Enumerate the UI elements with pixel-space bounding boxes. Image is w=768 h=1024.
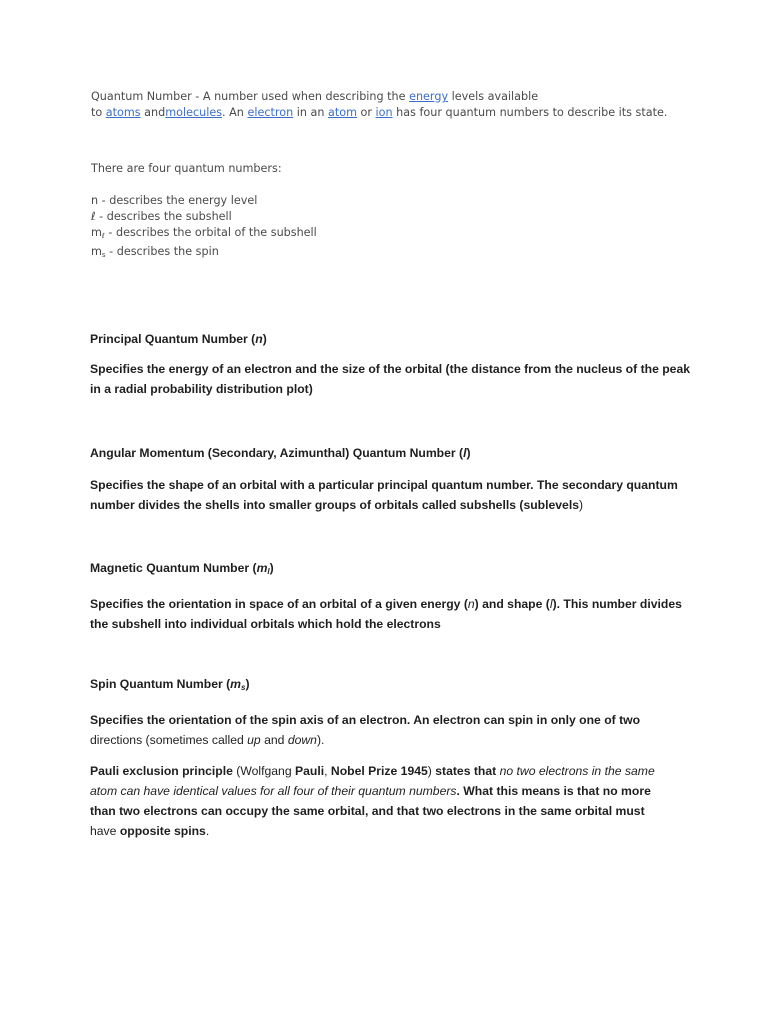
text-line: in a radial probability distribution plot) [90,382,313,396]
pauli-principle-paragraph [90,761,690,841]
text-run: up [247,733,261,747]
text-line: Specifies the shape of an orbital with a particular principal quantum number. The secondary quantum [90,478,678,492]
intro-text: to [91,106,106,119]
description: - describes the energy level [98,194,258,207]
text-run: . [205,824,210,838]
intro-paragraph [91,89,731,121]
intro-text: and [140,106,166,119]
spin-section [90,674,690,841]
text-run: . What this means is that no more [456,784,651,798]
magnetic-description [90,594,690,634]
link-electron[interactable]: electron [247,106,294,119]
symbol: m [91,226,102,239]
text-line: Specifies the orientation of the spin axis of an electron. An electron can spin in only one of two [90,713,641,727]
heading-text: ) [262,332,267,346]
link-atom[interactable]: atom [327,106,357,119]
description: - describes the orbital of the subshell [104,226,317,239]
description: - describes the subshell [95,210,232,223]
heading-text: ) [269,561,274,575]
heading-text: Magnetic Quantum Number ( [90,561,257,575]
principal-heading [90,329,690,349]
text-run: Nobel Prize 1945 [330,764,428,778]
symbol: n [91,194,99,207]
subscript: l [267,567,270,576]
link-atoms[interactable]: atoms [105,106,141,119]
magnetic-section [90,558,690,634]
angular-description [90,475,690,515]
description: - describes the spin [105,245,219,258]
text-run: have [90,824,120,838]
magnetic-heading [90,558,690,582]
text-run: ). [316,733,325,747]
spin-heading [90,674,690,698]
text-run: l [549,597,553,611]
quantum-numbers-lead: There are four quantum numbers: [91,162,282,175]
text-line [90,761,690,781]
text-run: , [324,764,331,778]
heading-symbol: l [463,446,467,460]
symbol: m [91,245,102,258]
intro-text: has four quantum numbers to describe its state. [392,106,668,119]
symbol: m [256,561,268,575]
text-run: atom can have identical values for all four of their quantum numbers [90,784,457,798]
text-run: n [467,597,475,611]
angular-section [90,443,690,515]
list-item [91,209,317,225]
text-run: directions (sometimes called [90,733,248,747]
symbol: m [230,677,241,691]
text-line: than two electrons can occupy the same orbital, and that two electrons in the same orbital must [90,804,645,818]
text-run: Pauli [295,764,325,778]
intro-text: or [356,106,376,119]
text-line: the subshell into individual orbitals which hold the electrons [90,617,441,631]
quantum-numbers-list [91,193,317,263]
heading-text: Angular Momentum (Secondary, Azimunthal) Quantum Number ( [90,446,464,460]
subscript: s [101,251,106,259]
text-run: number divides the shells into smaller groups of orbitals called subshells ( [90,498,524,512]
intro-text: . An [222,106,248,119]
heading-text: Principal Quantum Number ( [90,332,256,346]
intro-text: in an [293,106,328,119]
subscript: s [241,683,246,692]
text-line [90,781,690,801]
subscript: ℓ [101,232,105,240]
text-run: (Wolfgang [232,764,296,778]
list-item [91,244,317,263]
symbol: ℓ [91,210,96,223]
text-run: states that [435,764,500,778]
intro-line-1 [91,89,731,105]
text-run: and [260,733,288,747]
heading-text: ) [245,677,250,691]
text-run: no two electrons in the same [499,764,655,778]
intro-text: levels available [448,90,539,103]
list-item [91,193,317,209]
text-run: ) and shape ( [474,597,550,611]
text-run: opposite spins [119,824,206,838]
text-run: sublevels [523,498,579,512]
link-molecules[interactable]: molecules [165,106,223,119]
principal-section [90,329,690,399]
heading-symbol [230,677,245,691]
text-run: ) [427,764,436,778]
text-run: Pauli exclusion principle [90,764,233,778]
list-item [91,225,317,244]
text-run: ). This number divides [552,597,682,611]
heading-symbol: n [255,332,263,346]
link-ion[interactable]: ion [375,106,393,119]
spin-description [90,710,690,750]
heading-text: ) [466,446,471,460]
heading-text: Spin Quantum Number ( [90,677,231,691]
intro-text: Quantum Number - A number used when describing the [91,90,410,103]
text-run: down [287,733,317,747]
text-line [90,594,690,614]
heading-symbol [257,561,270,575]
angular-heading [90,443,690,463]
text-run: ) [579,498,584,512]
text-line [90,495,690,515]
text-line [90,730,690,750]
text-line: Specifies the energy of an electron and the size of the orbital (the distance from the nucleus of the peak [90,362,691,376]
link-energy[interactable]: energy [409,90,449,103]
intro-line-2 [91,105,731,121]
text-line [90,821,690,841]
text-run: Specifies the orientation in space of an orbital of a given energy ( [90,597,468,611]
principal-description [90,359,690,399]
